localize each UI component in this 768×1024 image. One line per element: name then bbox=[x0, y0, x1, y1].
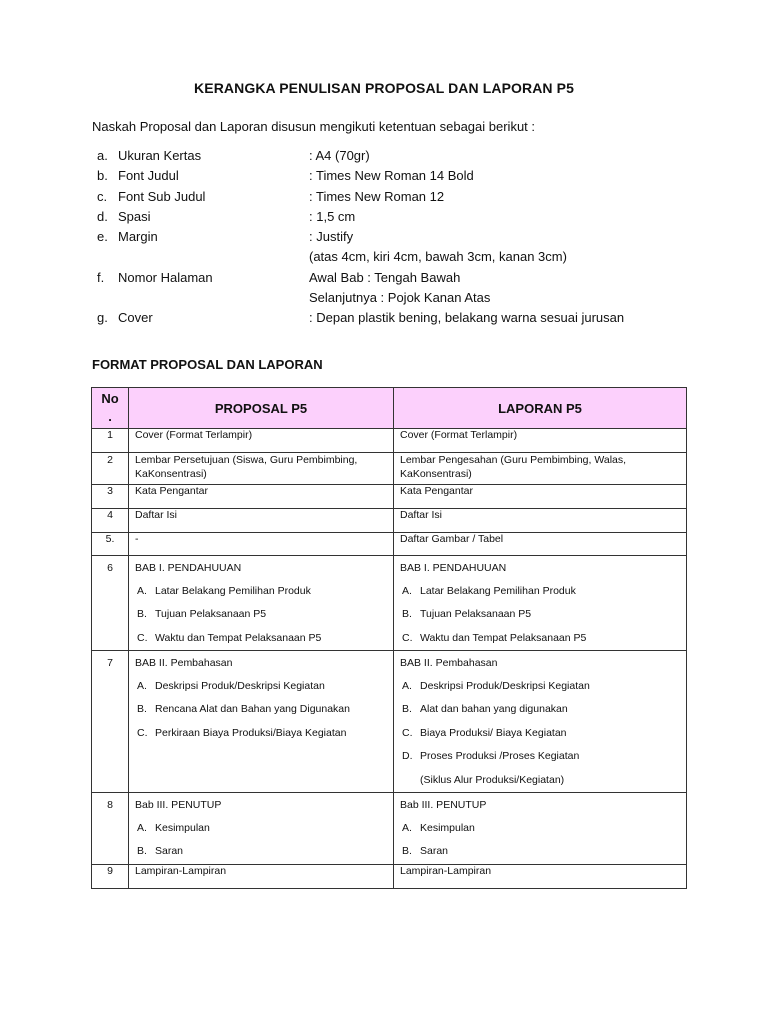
laporan-cell: Lampiran-Lampiran bbox=[394, 864, 687, 888]
subitem bbox=[135, 603, 387, 627]
format-table bbox=[91, 387, 687, 889]
subitem-letter: A. bbox=[402, 821, 412, 834]
subitem bbox=[400, 745, 680, 769]
spec-letter: e. bbox=[97, 229, 108, 245]
subitem-text: Waktu dan Tempat Pelaksanaan P5 bbox=[420, 631, 587, 644]
subitem bbox=[400, 769, 680, 793]
subitem bbox=[135, 627, 387, 651]
subitem bbox=[400, 698, 680, 722]
chapter-heading: BAB I. PENDAHUUAN bbox=[400, 562, 507, 574]
subitem-letter: A. bbox=[137, 584, 147, 597]
row-number: 9 bbox=[92, 864, 129, 888]
proposal-cell: Daftar Isi bbox=[129, 509, 394, 533]
table-row bbox=[92, 793, 687, 865]
subitem-text: Deskripsi Produk/Deskripsi Kegiatan bbox=[155, 679, 325, 692]
proposal-cell: Kata Pengantar bbox=[129, 485, 394, 509]
subitem-letter: C. bbox=[402, 726, 413, 739]
section-title: FORMAT PROPOSAL DAN LAPORAN bbox=[92, 357, 323, 372]
spec-value: : A4 (70gr) bbox=[309, 148, 370, 163]
chapter-heading: BAB II. Pembahasan bbox=[135, 657, 233, 669]
spec-name: Ukuran Kertas bbox=[118, 148, 202, 163]
row-number: 1 bbox=[92, 429, 129, 453]
subitem-text: Perkiraan Biaya Produksi/Biaya Kegiatan bbox=[155, 726, 347, 739]
chapter-heading: BAB II. Pembahasan bbox=[400, 657, 498, 669]
spec-value: : Times New Roman 12 bbox=[309, 188, 445, 204]
chapter-heading: Bab III. PENUTUP bbox=[135, 799, 222, 811]
subitem bbox=[135, 840, 387, 864]
table-row bbox=[92, 485, 687, 509]
spec-name: Cover bbox=[118, 310, 153, 326]
proposal-cell bbox=[129, 651, 394, 793]
table-row bbox=[92, 453, 687, 485]
spec-name: Spasi bbox=[118, 208, 151, 224]
row-number: 4 bbox=[92, 509, 129, 533]
table-row bbox=[92, 509, 687, 533]
header-proposal: PROPOSAL P5 bbox=[129, 388, 394, 429]
subitem-letter: B. bbox=[137, 703, 147, 715]
subitem-text: Proses Produksi /Proses Kegiatan bbox=[420, 750, 580, 762]
subitem-letter: A. bbox=[137, 821, 147, 834]
spec-value: : 1,5 cm bbox=[309, 208, 356, 224]
header-no bbox=[92, 388, 129, 429]
row-number bbox=[92, 793, 129, 865]
spec-name: Font Judul bbox=[118, 168, 179, 184]
spec-value: Selanjutnya : Pojok Kanan Atas bbox=[309, 290, 491, 306]
subitem-text: Saran bbox=[155, 845, 184, 857]
document-title: KERANGKA PENULISAN PROPOSAL DAN LAPORAN P5 bbox=[194, 80, 574, 96]
subitem bbox=[400, 817, 680, 841]
subitem-text: Alat dan bahan yang digunakan bbox=[420, 703, 568, 715]
spec-value: Awal Bab : Tengah Bawah bbox=[309, 269, 461, 285]
chapter-heading: Bab III. PENUTUP bbox=[400, 799, 487, 811]
chapter-heading: BAB I. PENDAHUUAN bbox=[135, 562, 242, 574]
row-number: 3 bbox=[92, 485, 129, 509]
row-number-text: 8 bbox=[107, 799, 113, 811]
subitem-text: Kesimpulan bbox=[155, 821, 210, 834]
subitem-letter: C. bbox=[137, 631, 148, 644]
table-header-row bbox=[92, 388, 687, 429]
subitem-text: Rencana Alat dan Bahan yang Digunakan bbox=[155, 703, 350, 715]
subitem-text: Kesimpulan bbox=[420, 821, 475, 834]
proposal-cell bbox=[129, 556, 394, 651]
subitem-letter: B. bbox=[402, 608, 412, 620]
subitem-letter: C. bbox=[402, 631, 413, 644]
subitem bbox=[135, 722, 387, 746]
laporan-cell bbox=[394, 556, 687, 651]
table-row bbox=[92, 651, 687, 793]
subitem-text: Latar Belakang Pemilihan Produk bbox=[420, 584, 576, 597]
spec-letter: c. bbox=[97, 188, 108, 204]
laporan-cell: Daftar Gambar / Tabel bbox=[394, 533, 687, 556]
subitem bbox=[400, 675, 680, 699]
subitem-text: Tujuan Pelaksanaan P5 bbox=[155, 608, 267, 620]
row-number: 5. bbox=[92, 533, 129, 556]
header-no-text: No bbox=[101, 391, 119, 406]
subitem-letter: B. bbox=[137, 608, 147, 620]
subitem-text: (Siklus Alur Produksi/Kegiatan) bbox=[420, 773, 565, 786]
subitem-text: Tujuan Pelaksanaan P5 bbox=[420, 608, 532, 620]
spec-value: (atas 4cm, kiri 4cm, bawah 3cm, kanan 3cm) bbox=[309, 249, 567, 265]
spec-letter: f. bbox=[97, 269, 105, 285]
subitem bbox=[400, 722, 680, 746]
row-number bbox=[92, 651, 129, 793]
laporan-cell: Lembar Pengesahan (Guru Pembimbing, Walas, KaKonsentrasi) bbox=[394, 453, 687, 485]
row-number-text: 7 bbox=[107, 657, 113, 669]
subitem-text: Deskripsi Produk/Deskripsi Kegiatan bbox=[420, 679, 590, 692]
subitem-text: Biaya Produksi/ Biaya Kegiatan bbox=[420, 726, 567, 739]
spec-letter: g. bbox=[97, 310, 108, 326]
subitem bbox=[400, 840, 680, 864]
subitem bbox=[400, 580, 680, 604]
subitem-letter: A. bbox=[402, 584, 412, 597]
spec-letter: a. bbox=[97, 148, 108, 163]
subitem-letter: D. bbox=[402, 750, 413, 762]
spec-name: Font Sub Judul bbox=[118, 188, 206, 204]
row-number: 2 bbox=[92, 453, 129, 485]
subitem-letter: C. bbox=[137, 726, 148, 739]
proposal-cell: Lembar Persetujuan (Siswa, Guru Pembimbing, KaKonsentrasi) bbox=[129, 453, 394, 485]
proposal-cell bbox=[129, 793, 394, 865]
table-row bbox=[92, 533, 687, 556]
subitem-letter: B. bbox=[402, 703, 412, 715]
spec-name: Margin bbox=[118, 229, 158, 245]
spec-name: Nomor Halaman bbox=[118, 269, 213, 285]
spec-value: : Justify bbox=[309, 229, 354, 245]
spec-letter: d. bbox=[97, 208, 108, 224]
laporan-cell bbox=[394, 651, 687, 793]
subitem bbox=[400, 603, 680, 627]
proposal-cell: Cover (Format Terlampir) bbox=[129, 429, 394, 453]
proposal-cell: - bbox=[129, 533, 394, 556]
table-row bbox=[92, 864, 687, 888]
spec-value: : Times New Roman 14 Bold bbox=[309, 168, 474, 184]
proposal-cell: Lampiran-Lampiran bbox=[129, 864, 394, 888]
subitem-letter: B. bbox=[402, 845, 412, 857]
subitem-letter: A. bbox=[402, 679, 412, 692]
subitem-text: Latar Belakang Pemilihan Produk bbox=[155, 584, 311, 597]
header-no-dot: . bbox=[108, 409, 112, 424]
subitem bbox=[135, 817, 387, 841]
subitem bbox=[135, 675, 387, 699]
spec-value: : Depan plastik bening, belakang warna sesuai jurusan bbox=[309, 310, 625, 326]
intro-text: Naskah Proposal dan Laporan disusun mengikuti ketentuan sebagai berikut : bbox=[92, 119, 536, 134]
table-row bbox=[92, 556, 687, 651]
subitem bbox=[400, 627, 680, 651]
laporan-cell bbox=[394, 793, 687, 865]
laporan-cell: Kata Pengantar bbox=[394, 485, 687, 509]
subitem-text: Saran bbox=[420, 845, 449, 857]
row-number bbox=[92, 556, 129, 651]
spec-letter: b. bbox=[97, 168, 108, 184]
subitem-text: Waktu dan Tempat Pelaksanaan P5 bbox=[155, 631, 322, 644]
row-number-text: 6 bbox=[107, 562, 113, 574]
table-row bbox=[92, 429, 687, 453]
subitem bbox=[135, 698, 387, 722]
subitem-letter: B. bbox=[137, 845, 147, 857]
laporan-cell: Cover (Format Terlampir) bbox=[394, 429, 687, 453]
laporan-cell: Daftar Isi bbox=[394, 509, 687, 533]
header-laporan: LAPORAN P5 bbox=[394, 388, 687, 429]
subitem bbox=[135, 580, 387, 604]
subitem-letter: A. bbox=[137, 679, 147, 692]
